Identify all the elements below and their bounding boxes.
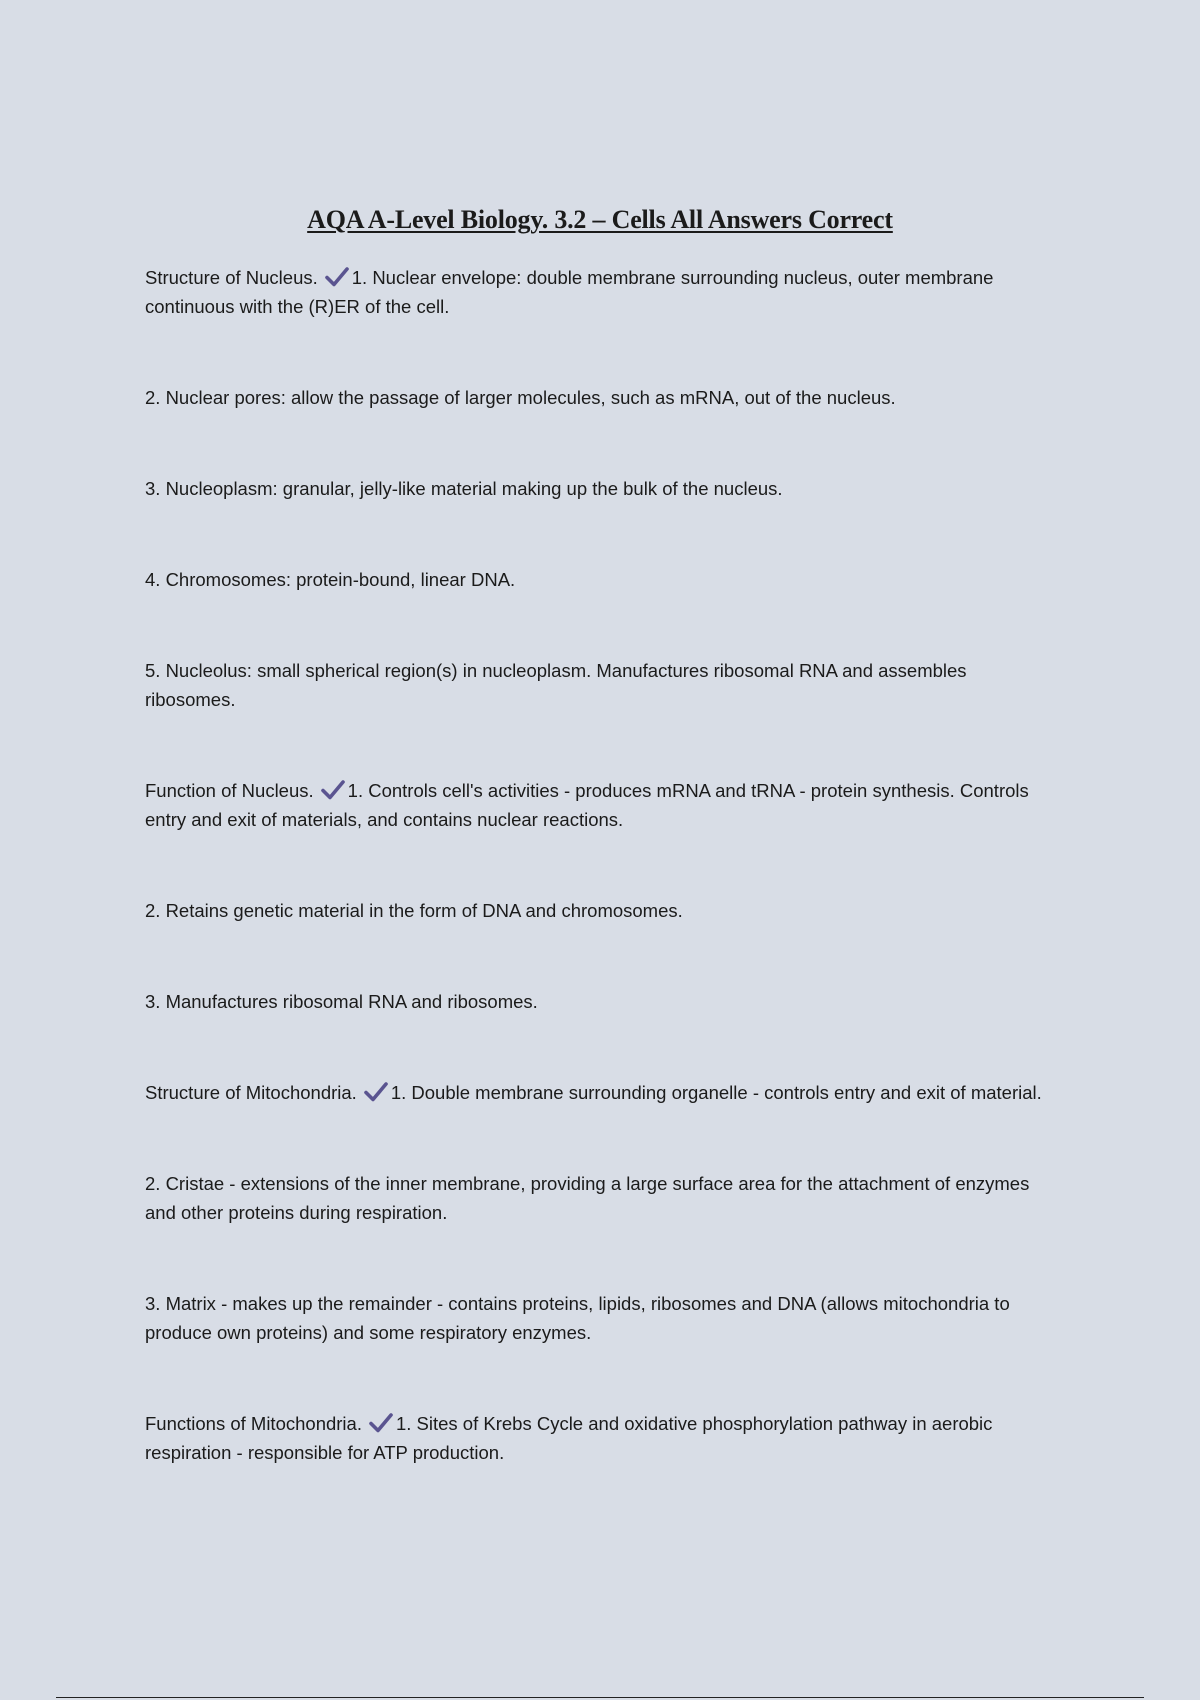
answer-entry — [145, 1289, 1045, 1347]
answer-text: 1. Double membrane surrounding organelle - controls entry and exit of material. — [390, 1082, 1042, 1103]
topic-heading: Functions of Mitochondria. — [145, 1413, 362, 1434]
answer-text: 2. Nuclear pores: allow the passage of larger molecules, such as mRNA, out of the nucleus. — [145, 387, 896, 408]
answer-text: 4. Chromosomes: protein-bound, linear DNA. — [145, 569, 516, 590]
answer-entry — [145, 1409, 1045, 1467]
answer-text: 1. Controls cell's activities - produces mRNA and tRNA - protein synthesis. Controls entry and exit of materials, and contains nuclear reactions. — [145, 780, 1029, 830]
footer-divider — [56, 1697, 1144, 1698]
checkmark-icon — [325, 267, 349, 287]
answer-text: 3. Matrix - makes up the remainder - contains proteins, lipids, ribosomes and DNA (allows mitochondria to produce own proteins) and some respiratory enzymes. — [145, 1293, 1010, 1343]
answer-entry — [145, 383, 1045, 412]
answer-entry — [145, 656, 1045, 714]
answer-entry — [145, 896, 1045, 925]
answer-entry — [145, 1169, 1045, 1227]
answer-entry — [145, 1078, 1045, 1107]
topic-heading: Function of Nucleus. — [145, 780, 314, 801]
page-title: AQA A-Level Biology. 3.2 – Cells All Answers Correct — [307, 205, 893, 234]
answer-entry — [145, 565, 1045, 594]
topic-heading: Structure of Mitochondria. — [145, 1082, 357, 1103]
answer-entry — [145, 474, 1045, 503]
answer-text: 3. Nucleoplasm: granular, jelly-like material making up the bulk of the nucleus. — [145, 478, 783, 499]
checkmark-icon — [364, 1082, 388, 1102]
answer-entry — [145, 263, 1045, 321]
answer-entry — [145, 776, 1045, 834]
answer-text: 2. Cristae - extensions of the inner membrane, providing a large surface area for the attachment of enzymes and other proteins during respiration. — [145, 1173, 1030, 1223]
answer-text: 3. Manufactures ribosomal RNA and ribosomes. — [145, 991, 538, 1012]
answer-text: 1. Sites of Krebs Cycle and oxidative phosphorylation pathway in aerobic respiration - responsible for ATP production. — [145, 1413, 993, 1463]
checkmark-icon — [369, 1413, 393, 1433]
topic-heading: Structure of Nucleus. — [145, 267, 318, 288]
checkmark-icon — [321, 780, 345, 800]
answer-entry — [145, 987, 1045, 1016]
answer-text: 2. Retains genetic material in the form of DNA and chromosomes. — [145, 900, 683, 921]
answer-text: 5. Nucleolus: small spherical region(s) in nucleoplasm. Manufactures ribosomal RNA and assembles ribosomes. — [145, 660, 967, 710]
answer-text: 1. Nuclear envelope: double membrane surrounding nucleus, outer membrane continuous with the (R)ER of the cell. — [145, 267, 994, 317]
answer-list — [145, 263, 1045, 1467]
